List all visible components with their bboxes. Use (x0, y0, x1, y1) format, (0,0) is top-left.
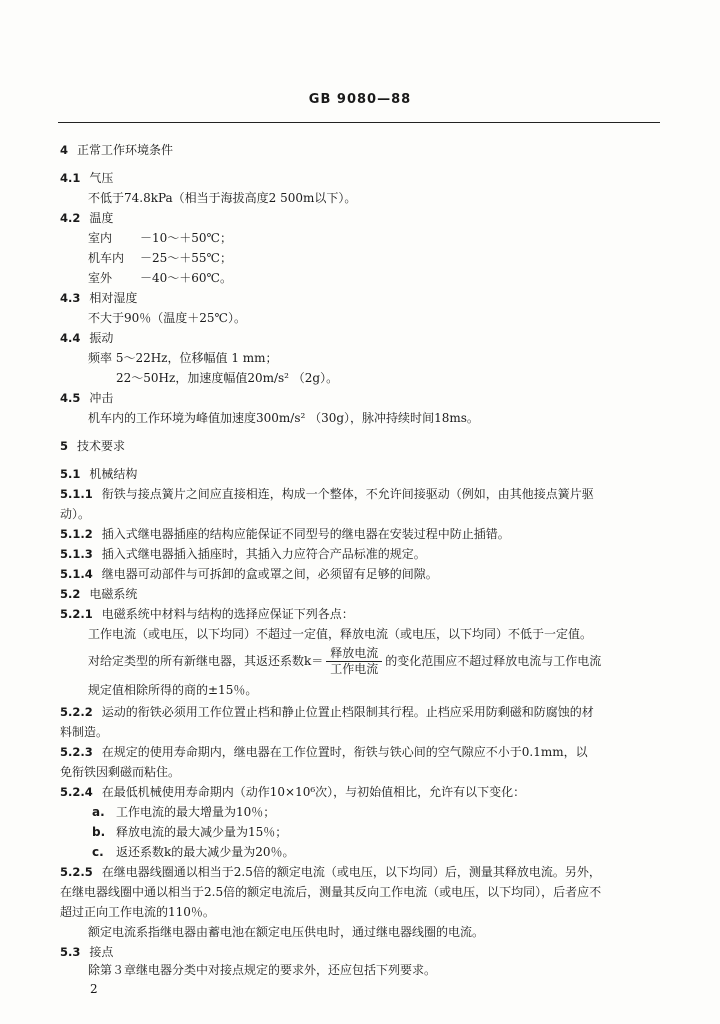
section-number: 5 (60, 439, 69, 453)
fraction-denominator: 工作电流 (330, 662, 379, 676)
clause-number: 5.2.4 (60, 785, 93, 799)
temp-value: －40～＋60℃。 (140, 271, 232, 285)
clause-5-1-3 (60, 546, 426, 562)
clause-number: 5.1.4 (60, 567, 93, 581)
clause-number: 4.3 (60, 291, 81, 305)
clause-4-3-heading (60, 290, 137, 306)
clause-5-2-5 (60, 864, 601, 880)
section-number: 4 (60, 143, 69, 157)
clause-text: 插入式继电器插入插座时，其插入力应符合产品标准的规定。 (101, 547, 426, 561)
section-4-heading (60, 142, 173, 158)
clause-5-1-4 (60, 566, 438, 582)
clause-number: 5.1.3 (60, 547, 93, 561)
page-number: 2 (90, 982, 98, 996)
section-title: 正常工作环境条件 (77, 143, 174, 157)
list-item (92, 824, 287, 840)
clause-5-2-4 (60, 784, 525, 800)
clause-5-2-1-line2: 工作电流（或电压，以下均同）不超过一定值，释放电流（或电压，以下均同）不低于一定值。 (88, 627, 593, 641)
fraction-numerator: 释放电流 (326, 646, 382, 662)
clause-number: 4.2 (60, 211, 81, 225)
header-rule (58, 122, 660, 123)
clause-4-4-line2: 22～50Hz，加速度幅值20m/s² （2g）。 (116, 371, 339, 385)
clause-5-2-1 (60, 606, 354, 622)
clause-5-1-heading (60, 466, 137, 482)
list-text: 返还系数k的最大减少量为20％。 (116, 845, 295, 859)
formula-suffix: 的变化范围应不超过释放电流与工作电流 (385, 654, 602, 668)
formula-prefix: 对给定类型的所有新继电器，其返还系数k＝ (88, 654, 324, 668)
clause-5-3-text: 除第３章继电器分类中对接点规定的要求外，还应包括下列要求。 (88, 963, 437, 977)
clause-text: 在继电器线圈通以相当于2.5倍的额定电流（或电压，以下均同）后，测量其释放电流。另外， (101, 865, 601, 879)
clause-number: 4.4 (60, 331, 81, 345)
clause-5-2-5-line2: 在继电器线圈中通以相当于2.5倍的额定电流后，测量其反向工作电流（或电压，以下均同），后者应不 (60, 885, 602, 899)
clause-text: 在规定的使用寿命期内，继电器在工作位置时，衔铁与铁心间的空气隙应不小于0.1mm，以 (101, 745, 588, 759)
clause-title: 振动 (89, 331, 114, 345)
temp-row-outdoor (88, 270, 232, 286)
clause-4-3-text: 不大于90％（温度＋25℃）。 (88, 311, 246, 325)
clause-5-2-2 (60, 704, 594, 720)
clause-4-4-line1: 频率 5～22Hz，位移幅值 1 mm； (88, 351, 278, 365)
temp-row-locomotive (88, 250, 232, 266)
clause-text: 插入式继电器插座的结构应能保证不同型号的继电器在安装过程中防止插错。 (101, 527, 510, 541)
clause-5-1-1-cont: 动）。 (60, 507, 91, 521)
clause-5-2-2-cont: 料制造。 (60, 725, 109, 739)
clause-text: 电磁系统中材料与结构的选择应保证下列各点： (101, 607, 354, 621)
list-item (92, 844, 295, 860)
clause-5-2-1-line4: 规定值相除所得的商的±15％。 (88, 683, 258, 697)
clause-number: 5.1.2 (60, 527, 93, 541)
clause-4-2-heading (60, 210, 113, 226)
clause-5-2-heading (60, 586, 137, 602)
clause-number: 5.2.5 (60, 865, 93, 879)
temp-value: －10～＋50℃； (140, 231, 232, 245)
clause-number: 4.1 (60, 171, 81, 185)
clause-5-2-5-line4: 额定电流系指继电器由蓄电池在额定电压供电时，通过继电器线圈的电流。 (88, 925, 485, 939)
clause-text: 在最低机械使用寿命期内（动作10×10⁶次），与初始值相比，允许有以下变化： (101, 785, 526, 799)
clause-5-3-heading (60, 944, 113, 960)
clause-number: 5.2.2 (60, 705, 93, 719)
clause-title: 电磁系统 (89, 587, 138, 601)
clause-title: 接点 (89, 945, 114, 959)
standard-number-header: GB 9080—88 (308, 92, 412, 107)
clause-title: 冲击 (89, 391, 114, 405)
clause-4-1-heading (60, 170, 113, 186)
clause-4-1-text: 不低于74.8kPa（相当于海拔高度2 500m以下）。 (88, 191, 357, 205)
clause-4-5-heading (60, 390, 113, 406)
clause-number: 5.1 (60, 467, 81, 481)
list-text: 释放电流的最大减少量为15％； (116, 825, 288, 839)
section-title: 技术要求 (77, 439, 126, 453)
list-marker: c. (92, 845, 104, 859)
clause-number: 5.1.1 (60, 487, 93, 501)
clause-5-1-2 (60, 526, 510, 542)
clause-title: 相对湿度 (89, 291, 138, 305)
clause-title: 温度 (89, 211, 114, 225)
clause-title: 气压 (89, 171, 114, 185)
fraction (326, 646, 382, 677)
clause-4-4-heading (60, 330, 113, 346)
return-ratio-formula-line (88, 646, 601, 677)
list-marker: a. (92, 805, 105, 819)
clause-5-2-3 (60, 744, 588, 760)
clause-text: 运动的衔铁必须用工作位置止档和静止位置止档限制其行程。止档应采用防剩磁和防腐蚀的材 (101, 705, 594, 719)
clause-text: 继电器可动部件与可拆卸的盒或罩之间，必须留有足够的间隙。 (101, 567, 438, 581)
temp-label: 室外 (88, 271, 113, 285)
list-text: 工作电流的最大增量为10％； (116, 805, 276, 819)
temp-value: －25～＋55℃； (140, 251, 232, 265)
clause-number: 5.2.3 (60, 745, 93, 759)
clause-number: 5.2.1 (60, 607, 93, 621)
temp-row-indoor (88, 230, 232, 246)
clause-number: 5.3 (60, 945, 81, 959)
list-item (92, 804, 275, 820)
temp-label: 室内 (88, 231, 113, 245)
list-marker: b. (92, 825, 106, 839)
section-5-heading (60, 438, 125, 454)
clause-5-1-1 (60, 486, 594, 502)
clause-text: 衔铁与接点簧片之间应直接相连，构成一个整体，不允许间接驱动（例如，由其他接点簧片驱 (101, 487, 594, 501)
temp-label: 机车内 (88, 251, 125, 265)
clause-5-2-3-cont: 免衔铁因剩磁而粘住。 (60, 765, 181, 779)
clause-title: 机械结构 (89, 467, 138, 481)
clause-4-5-text: 机车内的工作环境为峰值加速度300m/s² （30g），脉冲持续时间18ms。 (88, 411, 479, 425)
clause-number: 5.2 (60, 587, 81, 601)
clause-number: 4.5 (60, 391, 81, 405)
clause-5-2-5-line3: 超过正向工作电流的110％。 (60, 905, 215, 919)
